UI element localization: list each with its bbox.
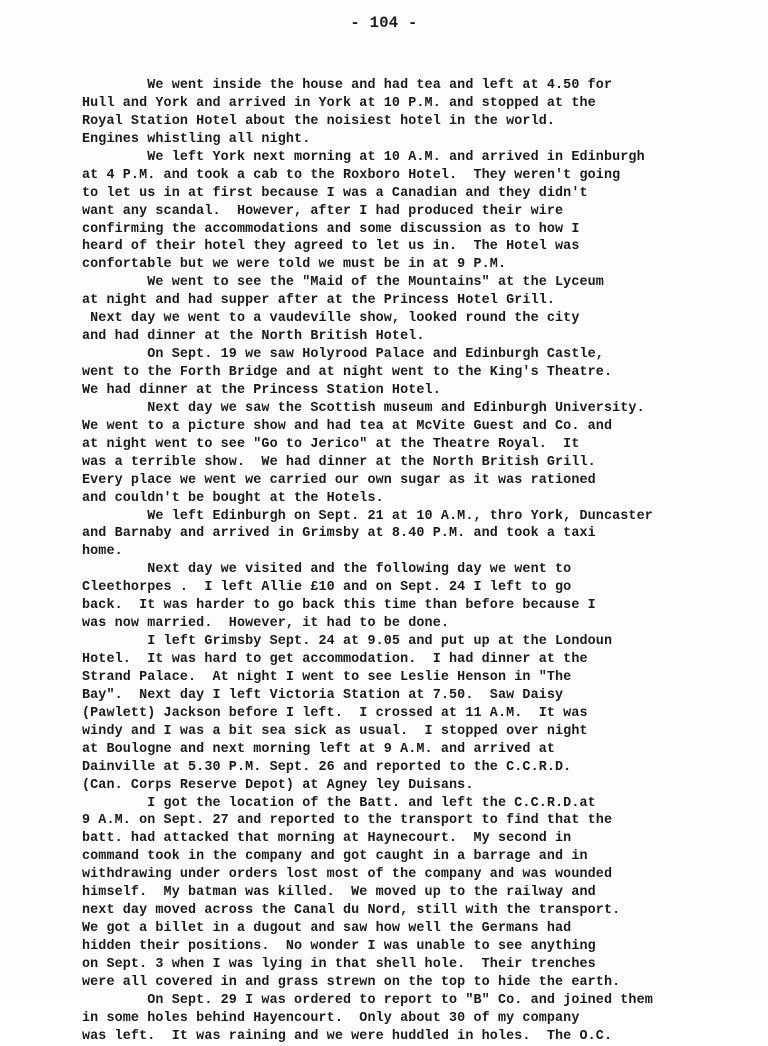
text-line: went to the Forth Bridge and at night went to the King's Theatre. bbox=[82, 365, 613, 380]
text-line: was a terrible show. We had dinner at the North British Grill. bbox=[82, 454, 596, 470]
text-line: 9 A.M. on Sept. 27 and reported to the transport to find that the bbox=[82, 813, 613, 829]
text-line: batt. had attacked that morning at Haynecourt. My second in bbox=[82, 831, 572, 847]
text-line: Cleethorpes . I left Allie £10 and on Sept. 24 I left to go bbox=[82, 580, 572, 596]
text-line: We went inside the house and had tea and left at 4.50 for bbox=[82, 78, 613, 93]
text-line: command took in the company and got caught in a barrage and in bbox=[82, 849, 588, 865]
text-line: was left. It was raining and we were huddled in holes. The O.C. bbox=[82, 1028, 613, 1044]
text-line: (Can. Corps Reserve Depot) at Agney ley Duisans. bbox=[82, 777, 474, 793]
text-line: We left Edinburgh on Sept. 21 at 10 A.M., thro York, Duncaster bbox=[82, 508, 653, 524]
text-line: I got the location of the Batt. and left the C.C.R.D.at bbox=[82, 795, 596, 811]
text-line: and couldn't be bought at the Hotels. bbox=[82, 490, 384, 506]
text-line: to let us in at first because I was a Canadian and they didn't bbox=[82, 185, 588, 201]
text-line: Dainville at 5.30 P.M. Sept. 26 and reported to the C.C.R.D. bbox=[82, 759, 572, 775]
text-line: and had dinner at the North British Hotel. bbox=[82, 329, 425, 345]
text-line: were all covered in and grass strewn on the top to hide the earth. bbox=[82, 974, 621, 990]
text-line: On Sept. 29 I was ordered to report to "B" Co. and joined them bbox=[82, 992, 653, 1008]
text-line: Strand Palace. At night I went to see Leslie Henson in "The bbox=[82, 669, 572, 685]
text-line: Hull and York and arrived in York at 10 P.M. and stopped at the bbox=[82, 95, 596, 111]
text-line: at Boulogne and next morning left at 9 A.M. and arrived at bbox=[82, 741, 556, 757]
text-line: back. It was harder to go back this time than before because I bbox=[82, 598, 596, 614]
text-line: Royal Station Hotel about the noisiest hotel in the world. bbox=[82, 113, 556, 129]
text-line: Hotel. It was hard to get accommodation. I had dinner at the bbox=[82, 652, 588, 667]
text-line: confirming the accommodations and some discussion as to how I bbox=[82, 221, 580, 237]
text-line: withdrawing under orders lost most of the company and was wounded bbox=[82, 867, 613, 883]
text-line: On Sept. 19 we saw Holyrood Palace and Edinburgh Castle, bbox=[82, 347, 604, 363]
text-line: hidden their positions. No wonder I was unable to see anything bbox=[82, 939, 596, 954]
text-line: Next day we visited and the following day we went to bbox=[82, 562, 572, 578]
text-line: on Sept. 3 when I was lying in that shell hole. Their trenches bbox=[82, 956, 596, 972]
text-line: heard of their hotel they agreed to let us in. The Hotel was bbox=[82, 239, 580, 255]
text-line: Next day we went to a vaudeville show, looked round the city bbox=[82, 311, 580, 327]
text-line: Every place we went we carried our own sugar as it was rationed bbox=[82, 472, 596, 488]
text-line: confortable but we were told we must be in at 9 P.M. bbox=[82, 257, 507, 273]
text-line: in some holes behind Hayencourt. Only about 30 of my company bbox=[82, 1010, 580, 1026]
text-line: windy and I was a bit sea sick as usual. I stopped over night bbox=[82, 723, 588, 739]
text-line: Bay". Next day I left Victoria Station at 7.50. Saw Daisy bbox=[82, 687, 564, 703]
page-number: - 104 - bbox=[350, 14, 418, 32]
text-line: himself. My batman was killed. We moved up to the railway and bbox=[82, 885, 596, 901]
text-line: home. bbox=[82, 544, 123, 560]
text-line: and Barnaby and arrived in Grimsby at 8.40 P.M. and took a taxi bbox=[82, 526, 596, 542]
text-line: at 4 P.M. and took a cab to the Roxboro Hotel. They weren't going bbox=[82, 167, 621, 183]
text-line: at night and had supper after at the Princess Hotel Grill. bbox=[82, 293, 556, 309]
text-line: I left Grimsby Sept. 24 at 9.05 and put up at the Londoun bbox=[82, 634, 613, 650]
text-line: next day moved across the Canal du Nord, still with the transport. bbox=[82, 903, 621, 919]
text-line: Next day we saw the Scottish museum and Edinburgh University. bbox=[82, 400, 645, 416]
text-line: (Pawlett) Jackson before I left. I crossed at 11 A.M. It was bbox=[82, 705, 588, 721]
text-line: want any scandal. However, after I had produced their wire bbox=[82, 203, 564, 219]
text-line: We went to see the "Maid of the Mountains" at the Lyceum bbox=[82, 275, 604, 291]
text-line: was now married. However, it had to be done. bbox=[82, 616, 450, 632]
text-line: We went to a picture show and had tea at McVite Guest and Co. and bbox=[82, 418, 613, 434]
document-body bbox=[82, 77, 722, 1046]
text-line: We left York next morning at 10 A.M. and arrived in Edinburgh bbox=[82, 149, 645, 165]
text-line: Engines whistling all night. bbox=[82, 131, 311, 147]
text-line: at night went to see "Go to Jerico" at the Theatre Royal. It bbox=[82, 436, 580, 452]
text-line: We had dinner at the Princess Station Hotel. bbox=[82, 382, 441, 398]
text-line: We got a billet in a dugout and saw how well the Germans had bbox=[82, 921, 572, 937]
